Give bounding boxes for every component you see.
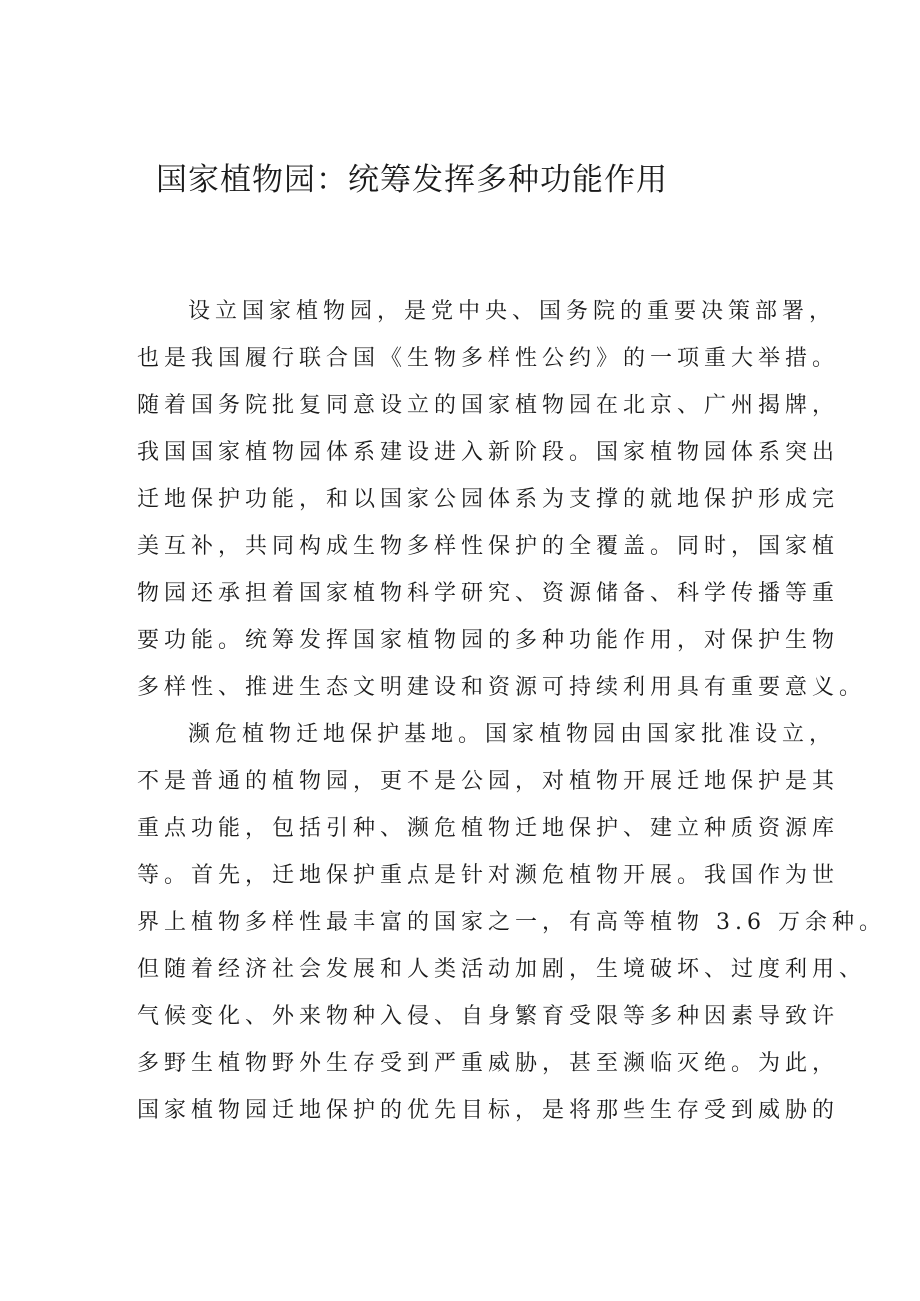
paragraph-1-line-5: 迁地保护功能，和以国家公园体系为支撑的就地保护形成完	[137, 487, 840, 512]
paragraph-2-line-7: 气候变化、外来物种入侵、自身繁育受限等多种因素导致许	[137, 1004, 840, 1029]
paragraph-2-line-9: 国家植物园迁地保护的优先目标，是将那些生存受到威胁的	[137, 1098, 840, 1123]
paragraph-1-line-6: 美互补，共同构成生物多样性保护的全覆盖。同时，国家植	[137, 534, 840, 559]
paragraph-1-line-7: 物园还承担着国家植物科学研究、资源储备、科学传播等重	[137, 581, 840, 606]
paragraph-2-line-8: 多野生植物野外生存受到严重威胁，甚至濒临灭绝。为此，	[137, 1051, 840, 1076]
paragraph-1-line-3: 随着国务院批复同意设立的国家植物园在北京、广州揭牌，	[137, 393, 840, 418]
paragraph-2-line-6: 但随着经济社会发展和人类活动加剧，生境破坏、过度利用、	[137, 957, 867, 982]
paragraph-1-line-1: 设立国家植物园，是党中央、国务院的重要决策部署，	[188, 299, 837, 324]
paragraph-1-line-9: 多样性、推进生态文明建设和资源可持续利用具有重要意义。	[137, 675, 867, 700]
document-title: 国家植物园：统筹发挥多种功能作用	[156, 162, 668, 198]
paragraph-2-line-2: 不是普通的植物园，更不是公园，对植物开展迁地保护是其	[137, 769, 840, 794]
paragraph-2-line-1: 濒危植物迁地保护基地。国家植物园由国家批准设立，	[188, 722, 837, 747]
paragraph-1-line-2: 也是我国履行联合国《生物多样性公约》的一项重大举措。	[137, 346, 840, 371]
paragraph-2-line-4: 等。首先，迁地保护重点是针对濒危植物开展。我国作为世	[137, 863, 840, 888]
paragraph-2-line-5: 界上植物多样性最丰富的国家之一，有高等植物 3.6 万余种。	[137, 910, 886, 935]
paragraph-2-line-3: 重点功能，包括引种、濒危植物迁地保护、建立种质资源库	[137, 816, 840, 841]
paragraph-1-line-4: 我国国家植物园体系建设进入新阶段。国家植物园体系突出	[137, 440, 840, 465]
document-body	[137, 288, 886, 1134]
paragraph-1-line-8: 要功能。统筹发挥国家植物园的多种功能作用，对保护生物	[137, 628, 840, 653]
